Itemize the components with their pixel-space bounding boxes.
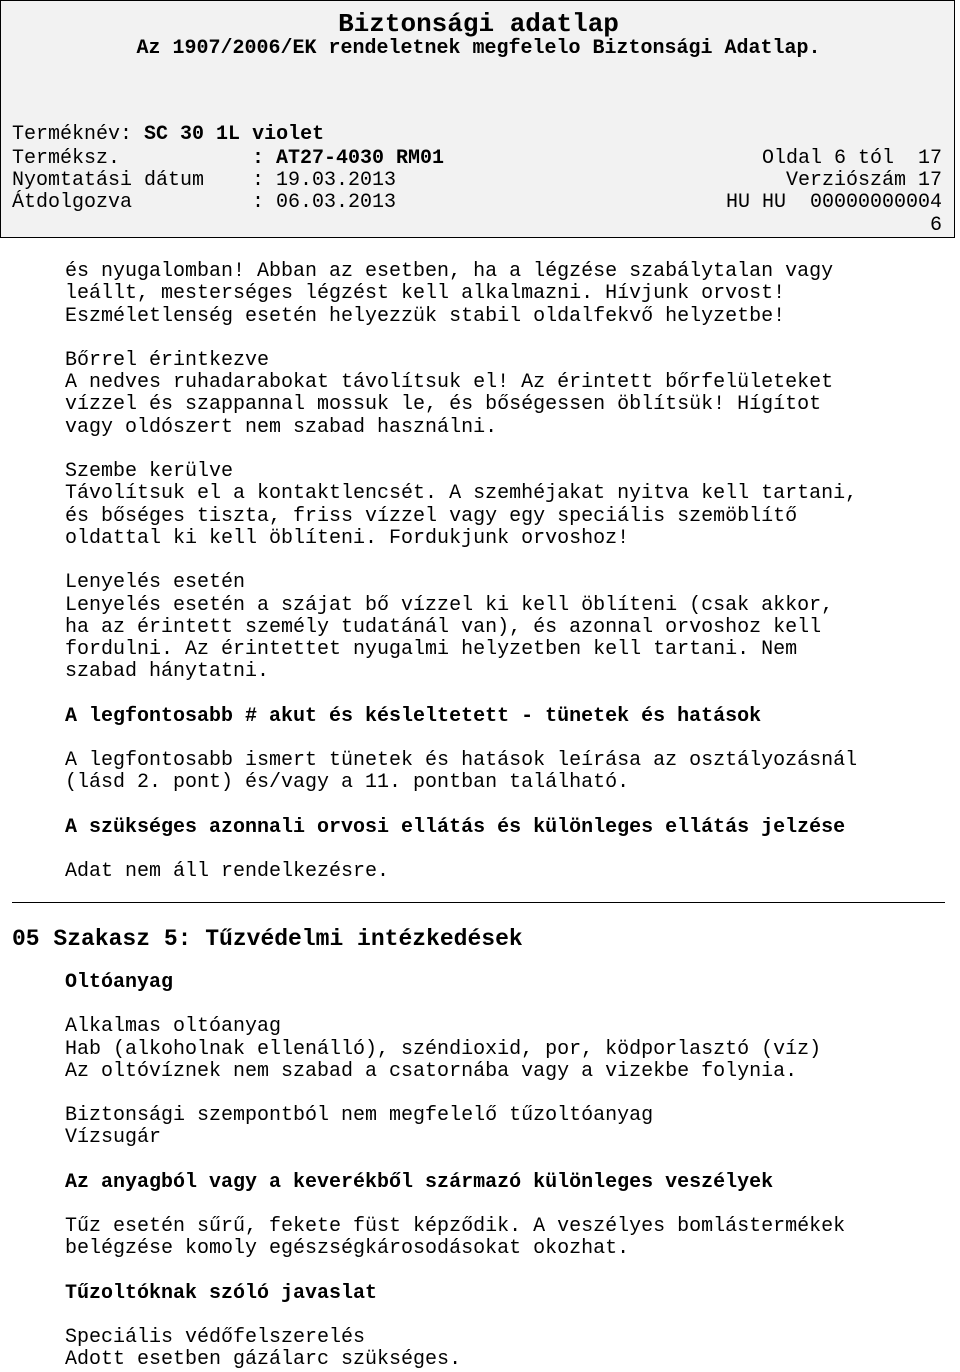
document-header [0,0,955,238]
body-line: Tűz esetén sűrű, fekete füst képződik. A veszélyes bomlástermékek [65,1215,846,1239]
firefighters-advice-heading: Tűzoltóknak szóló javaslat [65,1281,378,1305]
unsuitable-media-heading: Biztonsági szempontból nem megfelelő tűzoltóanyag [65,1104,654,1128]
body-line: és nyugalomban! Abban az esetben, ha a légzése szabálytalan vagy [65,260,834,283]
body-line: ha az érintett személy tudatánál van), és azonnal orvoshoz kell [65,615,822,639]
body-line: Az oltóvíznek nem szabad a csatornába vagy a vizekbe folynia. [65,1059,798,1083]
body-line: és bőséges tiszta, friss vízzel vagy egy speciális szemöblítő [65,504,798,528]
document-code: HU HU 00000000004 [725,191,942,214]
body-line: belégzése komoly egészségkárosodásokat okozhat. [65,1237,630,1261]
body-line: Adott esetben gázálarc szükséges. [65,1348,462,1372]
body-line: Eszméletlenség esetén helyezzük stabil oldalfekvő helyzetbe! [65,304,786,328]
special-hazards-heading: Az anyagból vagy a keverékből származó különleges veszélyek [65,1170,774,1194]
body-line: leállt, mesterséges légzést kell alkalmazni. Hívjunk orvost! [65,282,786,306]
body-line: fordulni. Az érintettet nyugalmi helyzetben kell tartani. Nem [65,638,798,662]
body-line: A legfontosabb ismert tünetek és hatások leírása az osztályozásnál [65,749,858,773]
extinguishing-media-heading: Oltóanyag [65,971,174,994]
body-line: vagy oldószert nem szabad használni. [65,415,498,439]
eye-contact-heading: Szembe kerülve [65,460,234,484]
medical-care-heading: A szükséges azonnali orvosi ellátás és különleges ellátás jelzése [65,815,846,839]
body-line: Vízsugár [65,1126,162,1150]
body-line: szabad hánytatni. [65,660,270,684]
product-number: : AT27-4030 RM01 [252,147,445,170]
print-date: : 19.03.2013 [252,169,397,192]
body-line: vízzel és szappannal mossuk le, és bőségessen öblítsük! Hígítot [65,393,822,417]
product-name: SC 30 1L violet [144,123,325,146]
fire-fighting-content [65,972,955,1372]
body-line: Adat nem áll rendelkezésre. [65,859,390,883]
version-number: Verziószám 17 [785,169,942,192]
symptoms-heading: A legfontosabb # akut és késleltetett - tünetek és hatások [65,704,762,728]
product-name-row [12,124,324,146]
document-title: Biztonsági adatlap [338,9,619,39]
body-line: oldattal ki kell öblíteni. Fordukjunk orvoshoz! [65,526,630,550]
ingestion-heading: Lenyelés esetén [65,571,246,595]
product-name-label: Terméknév: [12,123,133,146]
page-number: 6 [929,214,942,237]
page-indicator: Oldal 6 tól 17 [761,147,942,170]
section-divider [12,902,945,903]
protective-equipment-heading: Speciális védőfelszerelés [65,1325,366,1349]
first-aid-content [65,261,955,883]
revised-date-label: Átdolgozva [12,191,133,214]
body-line: A nedves ruhadarabokat távolítsuk el! Az érintett bőrfelületeket [65,371,834,395]
product-number-label: Terméksz. [12,147,121,170]
revised-date: : 06.03.2013 [252,191,397,214]
body-line: Lenyelés esetén a szájat bő vízzel ki kell öblíteni (csak akkor, [65,593,834,617]
section-5-title: 05 Szakasz 5: Tűzvédelmi intézkedések [12,926,523,952]
body-line: Távolítsuk el a kontaktlencsét. A szemhéjakat nyitva kell tartani, [65,482,858,506]
body-line: Hab (alkoholnak ellenálló), széndioxid, por, ködporlasztó (víz) [65,1037,822,1061]
skin-contact-heading: Bőrrel érintkezve [65,348,270,372]
body-line: (lásd 2. pont) és/vagy a 11. pontban található. [65,771,630,795]
print-date-label: Nyomtatási dátum [12,169,205,192]
suitable-media-heading: Alkalmas oltóanyag [65,1015,282,1039]
document-subtitle: Az 1907/2006/EK rendeletnek megfelelo Biztonsági Adatlap. [136,37,821,60]
